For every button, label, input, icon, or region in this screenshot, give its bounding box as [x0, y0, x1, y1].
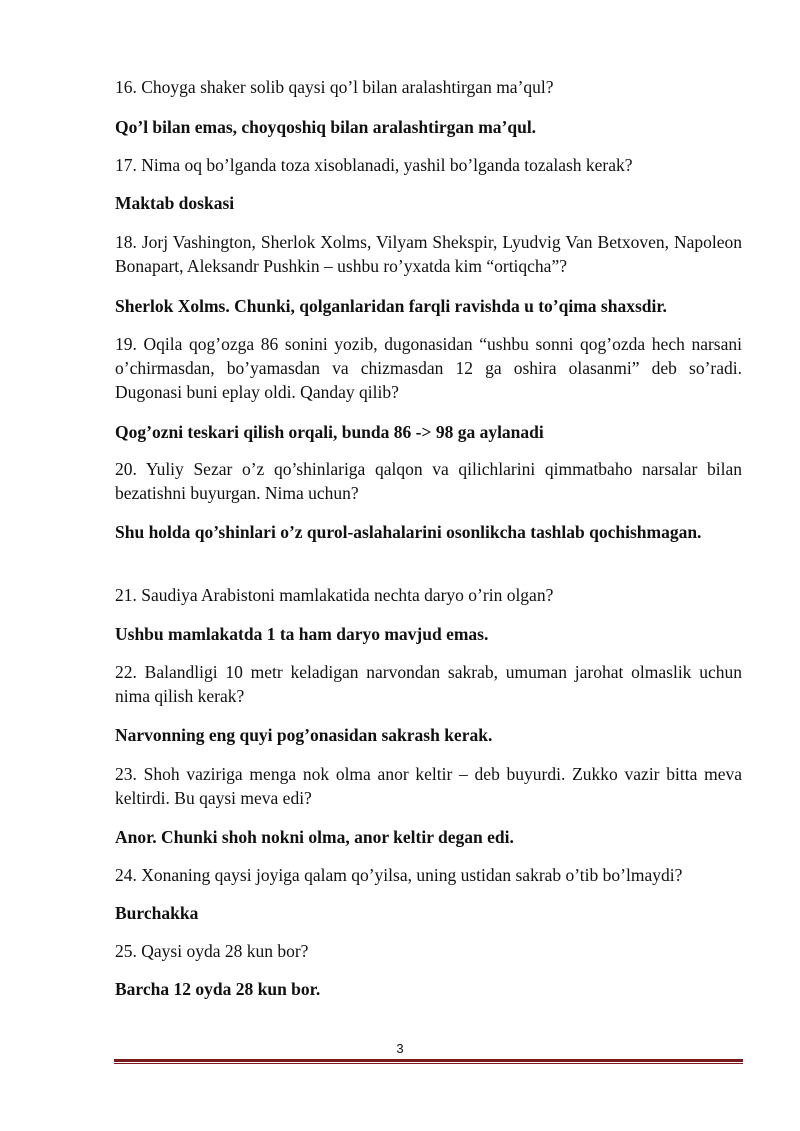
question-20: 20. Yuliy Sezar o’z qo’shinlariga qalqon va qilichlarini qimmatbaho narsalar bilan bezatishni buyurgan. Nima uchun? — [115, 459, 742, 503]
answer-24: Burchakka — [115, 903, 199, 923]
answer-23: Anor. Chunki shoh nokni olma, anor keltir degan edi. — [115, 827, 514, 847]
answer-20: Shu holda qo’shinlari o’z qurol-aslahalarini osonlikcha tashlab qochishmagan. — [115, 522, 702, 542]
answer-16: Qo’l bilan emas, choyqoshiq bilan aralashtirgan ma’qul. — [115, 117, 537, 137]
question-24: 24. Xonaning qaysi joyiga qalam qo’yilsa, uning ustidan sakrab o’tib bo’lmaydi? — [115, 865, 683, 885]
answer-18: Sherlok Xolms. Chunki, qolganlaridan farqli ravishda u to’qima shaxsdir. — [115, 296, 667, 316]
footer-rule — [114, 1059, 743, 1066]
answer-25: Barcha 12 oyda 28 kun bor. — [115, 979, 321, 999]
question-19: 19. Oqila qog’ozga 86 sonini yozib, dugonasidan “ushbu sonni qog’ozda hech narsani o’chirmasdan, bo’yamasdan va chizmasdan 12 ga oshira olasanmi” deb so’radi. Dugonasi buni eplay oldi. Qanday qilib? — [115, 334, 742, 402]
question-25: 25. Qaysi oyda 28 kun bor? — [115, 941, 309, 961]
question-21: 21. Saudiya Arabistoni mamlakatida nechta daryo o’rin olgan? — [115, 585, 554, 605]
question-16: 16. Choyga shaker solib qaysi qo’l bilan aralashtirgan ma’qul? — [115, 77, 554, 97]
footer-rule-thick — [114, 1059, 743, 1062]
answer-19: Qog’ozni teskari qilish orqali, bunda 86 -> 98 ga aylanadi — [115, 422, 544, 442]
question-18: 18. Jorj Vashington, Sherlok Xolms, Vilyam Shekspir, Lyudvig Van Betxoven, Napoleon Bonapart, Aleksandr Pushkin – ushbu ro’yxatda kim “ortiqcha”? — [115, 232, 742, 276]
page-number: 3 — [396, 1041, 404, 1056]
answer-21: Ushbu mamlakatda 1 ta ham daryo mavjud emas. — [115, 624, 489, 644]
question-22: 22. Balandligi 10 metr keladigan narvondan sakrab, umuman jarohat olmaslik uchun nima qilish kerak? — [115, 662, 742, 706]
question-23: 23. Shoh vaziriga menga nok olma anor keltir – deb buyurdi. Zukko vazir bitta meva keltirdi. Bu qaysi meva edi? — [115, 764, 742, 808]
question-17: 17. Nima oq bo’lganda toza xisoblanadi, yashil bo’lganda tozalash kerak? — [115, 155, 633, 175]
footer-rule-thin — [114, 1063, 743, 1064]
answer-17: Maktab doskasi — [115, 193, 235, 213]
answer-22: Narvonning eng quyi pog’onasidan sakrash kerak. — [115, 725, 493, 745]
